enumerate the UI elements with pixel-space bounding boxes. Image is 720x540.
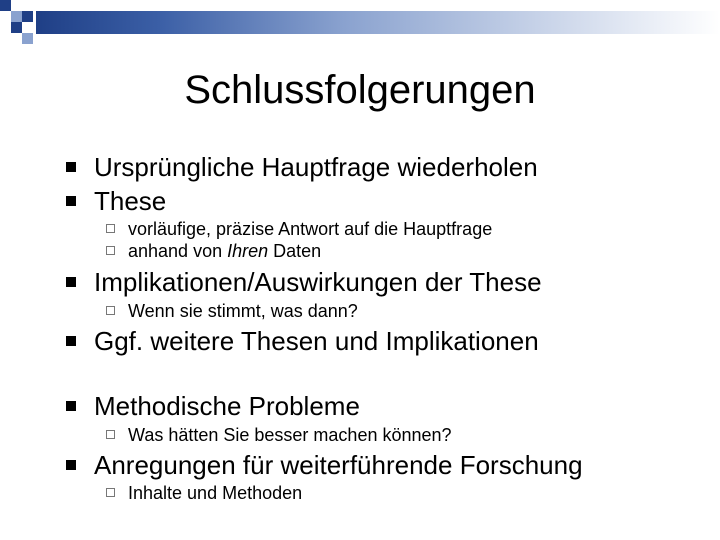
hollow-square-bullet-icon bbox=[106, 246, 115, 255]
slide-title: Schlussfolgerungen bbox=[184, 68, 536, 112]
sub-bullet-text-post: Daten bbox=[268, 241, 322, 261]
hollow-square-bullet-icon bbox=[106, 488, 115, 497]
sub-bullet-text: Wenn sie stimmt, was dann? bbox=[128, 301, 358, 321]
bullet-text: Methodische Probleme bbox=[94, 391, 360, 421]
sub-bullet-text-emphasis: Ihren bbox=[227, 241, 269, 261]
bullet-text: Ggf. weitere Thesen und Implikationen bbox=[94, 326, 539, 356]
bullet-text: Ursprüngliche Hauptfrage wiederholen bbox=[94, 152, 538, 182]
bullet-text: Implikationen/Auswirkungen der These bbox=[94, 267, 542, 297]
square-bullet-icon bbox=[66, 460, 76, 470]
square-bullet-icon bbox=[66, 336, 76, 346]
square-bullet-icon bbox=[66, 277, 76, 287]
bullet-text: These bbox=[94, 186, 167, 216]
sub-bullet-text bbox=[128, 240, 321, 262]
sub-bullet-text: Inhalte und Methoden bbox=[128, 483, 303, 503]
square-bullet-icon bbox=[66, 401, 76, 411]
hollow-square-bullet-icon bbox=[106, 430, 115, 439]
bullet-text: Anregungen für weiterführende Forschung bbox=[94, 450, 583, 480]
sub-bullet-text: Was hätten Sie besser machen können? bbox=[128, 425, 452, 445]
hollow-square-bullet-icon bbox=[106, 224, 115, 233]
square-bullet-icon bbox=[66, 196, 76, 206]
hollow-square-bullet-icon bbox=[106, 306, 115, 315]
square-bullet-icon bbox=[66, 162, 76, 172]
header-gradient-bar bbox=[36, 11, 720, 34]
sub-bullet-text-pre: anhand von bbox=[128, 241, 228, 261]
sub-bullet-text: vorläufige, präzise Antwort auf die Hauptfrage bbox=[128, 219, 493, 239]
